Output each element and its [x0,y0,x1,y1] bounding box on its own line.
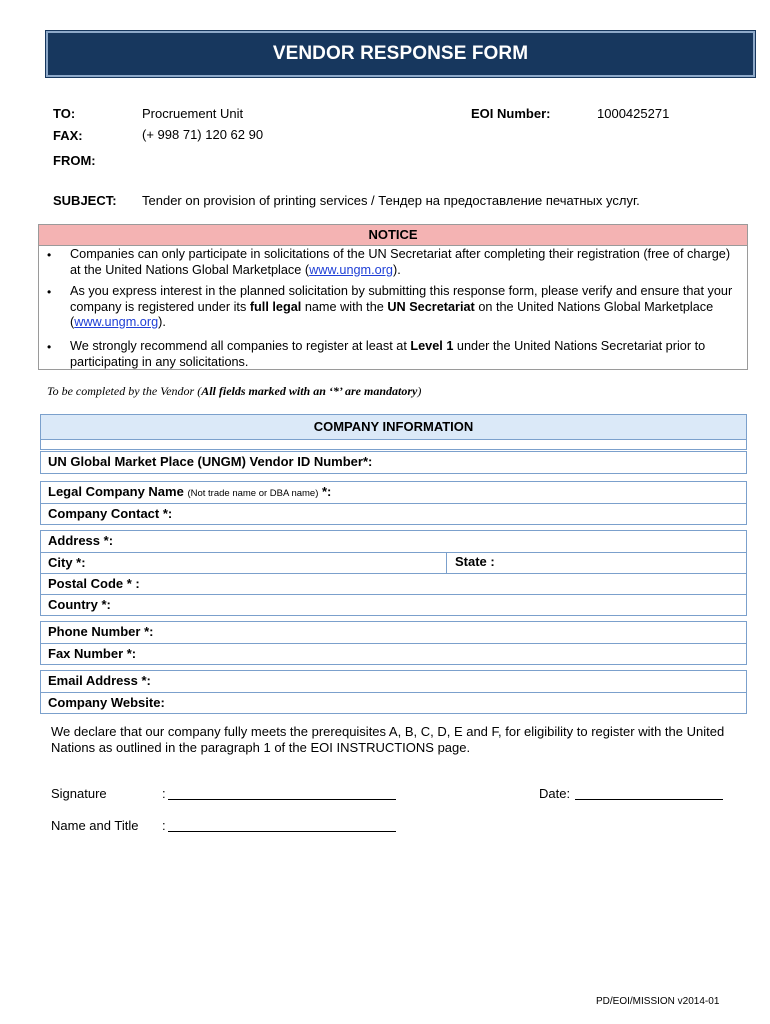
name-title-colon: : [162,818,166,833]
address-field[interactable]: Address *: [48,533,114,548]
declaration-text: We declare that our company fully meets the prerequisites A, B, C, D, E and F, for eligibility to register with the United Nations as outlined in the paragraph 1 of the EOI INSTRUCTIONS page. [51,724,725,755]
form-title: VENDOR RESPONSE FORM [272,43,529,64]
notice-item-3: We strongly recommend all companies to register at least at Level 1 under the United Nations Secretariat prior to participating in any solicitations. [70,339,706,369]
date-line[interactable] [575,799,723,800]
fax-label: FAX: [53,128,83,143]
legal-name-field[interactable]: Legal Company Name (Not trade name or DBA name) *: [48,484,332,499]
ungm-link[interactable]: www.ungm.org [74,315,159,329]
company-name-box [40,481,747,525]
company-info-heading: COMPANY INFORMATION [40,414,747,440]
ungm-id-box [40,451,747,474]
state-field[interactable]: State : [446,552,495,573]
notice-box [38,246,748,370]
form-version-footer: PD/EOI/MISSION v2014-01 [596,996,720,1007]
from-label: FROM: [53,153,96,168]
fax-number-field[interactable]: Fax Number *: [41,643,746,664]
vendor-instruction: To be completed by the Vendor (All fields marked with an ‘*’ are mandatory) [47,384,422,398]
ungm-link[interactable]: www.ungm.org [309,262,393,277]
signature-label: Signature [51,786,107,801]
signature-colon: : [162,786,166,801]
company-contact-field[interactable]: Company Contact *: [41,503,746,524]
to-label: TO: [53,106,76,121]
name-title-line[interactable] [168,831,396,832]
phone-number-field[interactable]: Phone Number *: [48,624,154,639]
company-website-field[interactable]: Company Website: [41,692,746,713]
notice-item-2: As you express interest in the planned solicitation by submitting this response form, please verify and ensure that your company is registered under its full legal name with the UN Secretariat on the United Nations Global Marketplace (www.ungm.org). [70,284,733,329]
date-label: Date: [539,786,571,801]
signature-line[interactable] [168,799,396,800]
notice-item-1: Companies can only participate in solicitations of the UN Secretariat after completing their registration (free of charge) at the United Nations Global Marketplace (www.ungm.org). [70,247,731,277]
country-field[interactable]: Country *: [41,594,746,615]
bullet-icon: • [47,285,52,299]
subject-label: SUBJECT: [53,193,117,208]
bullet-icon: • [47,340,52,354]
eoi-number-label: EOI Number: [471,106,551,121]
email-address-field[interactable]: Email Address *: [48,673,151,688]
city-field[interactable]: City *: State : [41,552,746,573]
bullet-icon: • [47,248,52,262]
subject-value: Tender on provision of printing services / Тендер на предоставление печатных услуг. [142,193,640,208]
form-title-banner [46,31,755,77]
phone-box [40,621,747,665]
name-title-label: Name and Title [51,818,139,833]
to-value: Procruement Unit [142,106,244,121]
web-box [40,670,747,714]
postal-code-field[interactable]: Postal Code * : [41,573,746,594]
company-info-spacer [40,440,747,450]
address-box [40,530,747,616]
eoi-number-value: 1000425271 [597,106,670,121]
notice-heading: NOTICE [38,224,748,246]
ungm-id-field[interactable]: UN Global Market Place (UNGM) Vendor ID Number*: [48,454,373,469]
fax-value: (+ 998 71) 120 62 90 [142,127,264,142]
